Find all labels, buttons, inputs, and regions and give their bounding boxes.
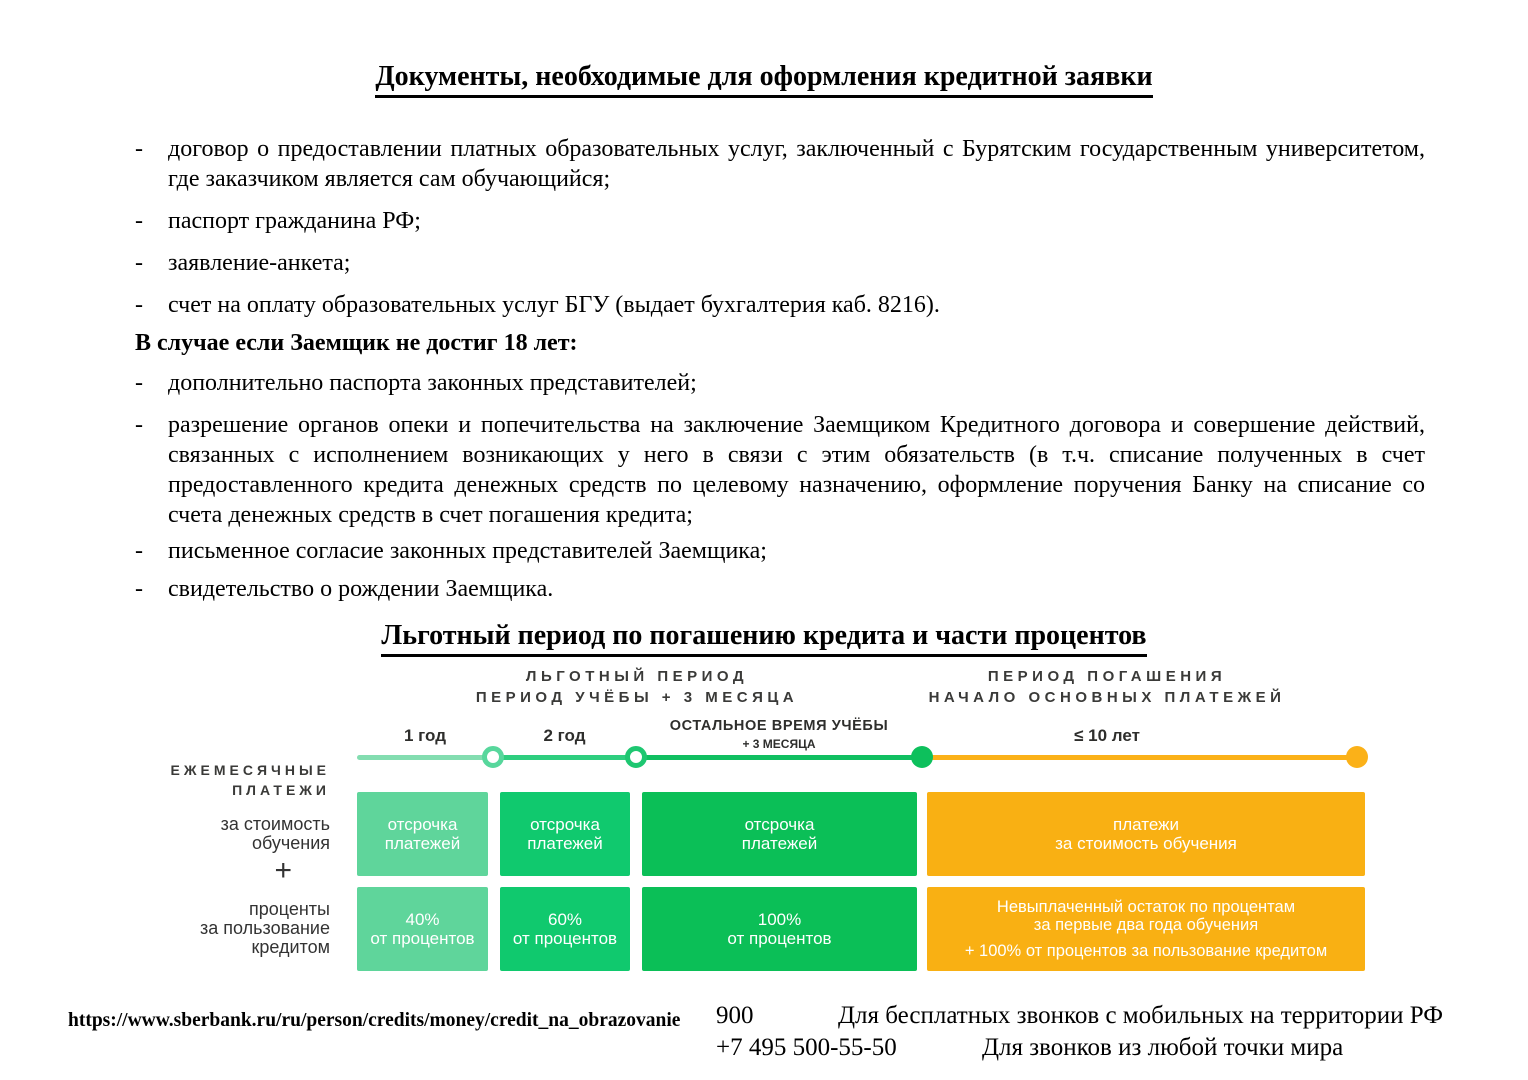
box-line: за стоимость обучения: [1055, 834, 1237, 853]
phase-grace-line1: ЛЬГОТНЫЙ ПЕРИОД: [525, 668, 749, 685]
bullet-birth-certificate: [135, 574, 1425, 604]
timeline-node-study-end: [911, 746, 933, 768]
timeline-label-rest-of-study: [636, 718, 922, 751]
timeline-label-10-years: ≤ 10 лет: [1074, 726, 1140, 745]
box-tuition-rest-of-study: [642, 792, 917, 876]
box-line: 60%: [547, 910, 583, 929]
bullet-text: договор о предоставлении платных образовательных услуг, заключенный с Бурятским государственным университетом, где заказчиком является сам обучающийся;: [168, 136, 1425, 192]
bullet-marker: -: [135, 412, 143, 438]
interest-line3: кредитом: [251, 937, 330, 957]
full-phone-description: Для звонков из любой точки мира: [982, 1034, 1344, 1061]
interest-line1: проценты: [248, 899, 330, 919]
plus-sign: +: [274, 854, 292, 887]
phase-grace-line2: ПЕРИОД УЧЁБЫ + 3 МЕСЯЦА: [475, 689, 799, 706]
box-line: Невыплаченный остаток по процентам: [996, 898, 1296, 916]
timeline-label-year1: 1 год: [404, 726, 446, 745]
box-line: от процентов: [512, 929, 618, 948]
bullet-written-consent: [135, 536, 1425, 566]
sberbank-url: https://www.sberbank.ru/ru/person/credits/money/credit_na_obrazovanie: [68, 1010, 681, 1031]
bullet-text: дополнительно паспорта законных представителей;: [168, 370, 697, 396]
box-line: от процентов: [727, 929, 832, 948]
box-line: отсрочка: [387, 815, 458, 834]
short-phone-number: 900: [716, 1002, 754, 1029]
timeline-label-year2: 2 год: [543, 726, 586, 745]
box-tuition-year1: [357, 792, 488, 876]
box-line: за первые два года обучения: [1033, 916, 1259, 934]
timeline-node-loan-end: [1346, 746, 1368, 768]
full-phone-number: +7 495 500-55-50: [716, 1034, 897, 1061]
bullet-marker: -: [135, 250, 143, 276]
doc-title-documents-text: Документы, необходимые для оформления кредитной заявки: [375, 60, 1152, 98]
bullet-parents-passports: [135, 368, 1425, 398]
timeline-segment-year2: [493, 755, 636, 760]
box-line: платежи: [1113, 815, 1179, 834]
box-tuition-year2: [500, 792, 630, 876]
phase-repay-line2: НАЧАЛО ОСНОВНЫХ ПЛАТЕЖЕЙ: [928, 689, 1286, 706]
bullet-invoice: [135, 290, 1425, 320]
box-line: 100%: [757, 910, 802, 929]
box-line: платежей: [741, 834, 818, 853]
bullet-text: письменное согласие законных представителей Заемщика;: [168, 538, 767, 564]
bullet-marker: -: [135, 370, 143, 396]
bullet-marker: -: [135, 292, 143, 318]
label-loan-interest: [140, 900, 330, 957]
subheading-under-18: В случае если Заемщик не достиг 18 лет:: [135, 330, 578, 356]
bullet-text: разрешение органов опеки и попечительства на заключение Заемщиком Кредитного договора и совершение действий, связанных с исполнением возникающих у него в связи с этим обязательств (в т.ч. списание полученных в счет предоставленного кредита денежных средств по целевому назначению, оформление поручения Банку на списание со счета денежных средств в счет погашения кредита;: [168, 412, 1425, 528]
bullet-marker: -: [135, 538, 143, 564]
interest-line2: за пользование: [200, 918, 330, 938]
monthly-line2: ПЛАТЕЖИ: [232, 782, 330, 798]
short-phone-description: Для бесплатных звонков с мобильных на территории РФ: [838, 1002, 1443, 1029]
monthly-line1: ЕЖЕМЕСЯЧНЫЕ: [170, 762, 330, 778]
box-interest-rest-of-study: [642, 887, 917, 971]
bullet-text: счет на оплату образовательных услуг БГУ (выдает бухгалтерия каб. 8216).: [168, 292, 940, 318]
box-tuition-repayment: [927, 792, 1365, 876]
box-line: платежей: [527, 834, 603, 853]
phase-label-repayment: [887, 666, 1327, 708]
timeline-segment-year1: [357, 755, 493, 760]
timeline-segment-repayment: [922, 755, 1357, 760]
box-interest-year1: [357, 887, 488, 971]
timeline-node-end-year2: [625, 746, 647, 768]
phase-label-grace: [357, 666, 917, 708]
rest-of-study-line1: ОСТАЛЬНОЕ ВРЕМЯ УЧЁБЫ: [669, 718, 889, 734]
box-line: отсрочка: [744, 815, 815, 834]
bullet-text: заявление-анкета;: [168, 250, 351, 276]
phase-repay-line1: ПЕРИОД ПОГАШЕНИЯ: [987, 668, 1227, 685]
cost-line1: за стоимость: [220, 814, 330, 834]
rest-of-study-line2: + 3 МЕСЯЦА: [742, 737, 816, 751]
cost-line2: обучения: [251, 833, 330, 853]
bullet-guardianship-permission: [135, 410, 1425, 530]
bullet-passport: [135, 206, 1425, 236]
label-tuition-cost: [140, 815, 330, 853]
bullet-marker: -: [135, 208, 143, 234]
box-line: от процентов: [370, 929, 475, 948]
bullet-marker: -: [135, 576, 143, 602]
bullet-text: свидетельство о рождении Заемщика.: [168, 576, 554, 602]
doc-title-grace-period-text: Льготный период по погашению кредита и части процентов: [381, 619, 1146, 657]
label-monthly-payments: [140, 760, 330, 800]
doc-title-documents: [50, 60, 1478, 98]
documents-list: [135, 134, 1425, 604]
box-interest-repayment: [927, 887, 1365, 971]
bullet-contract: [135, 134, 1425, 194]
bullet-text: паспорт гражданина РФ;: [168, 208, 421, 234]
bullet-marker: -: [135, 136, 143, 162]
box-line: отсрочка: [530, 815, 600, 834]
doc-title-grace-period: [0, 619, 1528, 657]
timeline-node-end-year1: [482, 746, 504, 768]
bullet-application-form: [135, 248, 1425, 278]
timeline-segment-rest-of-study: [636, 755, 922, 760]
box-line: 40%: [405, 910, 440, 929]
box-line: + 100% от процентов за пользование кредитом: [964, 942, 1328, 960]
box-interest-year2: [500, 887, 630, 971]
box-line: платежей: [384, 834, 461, 853]
